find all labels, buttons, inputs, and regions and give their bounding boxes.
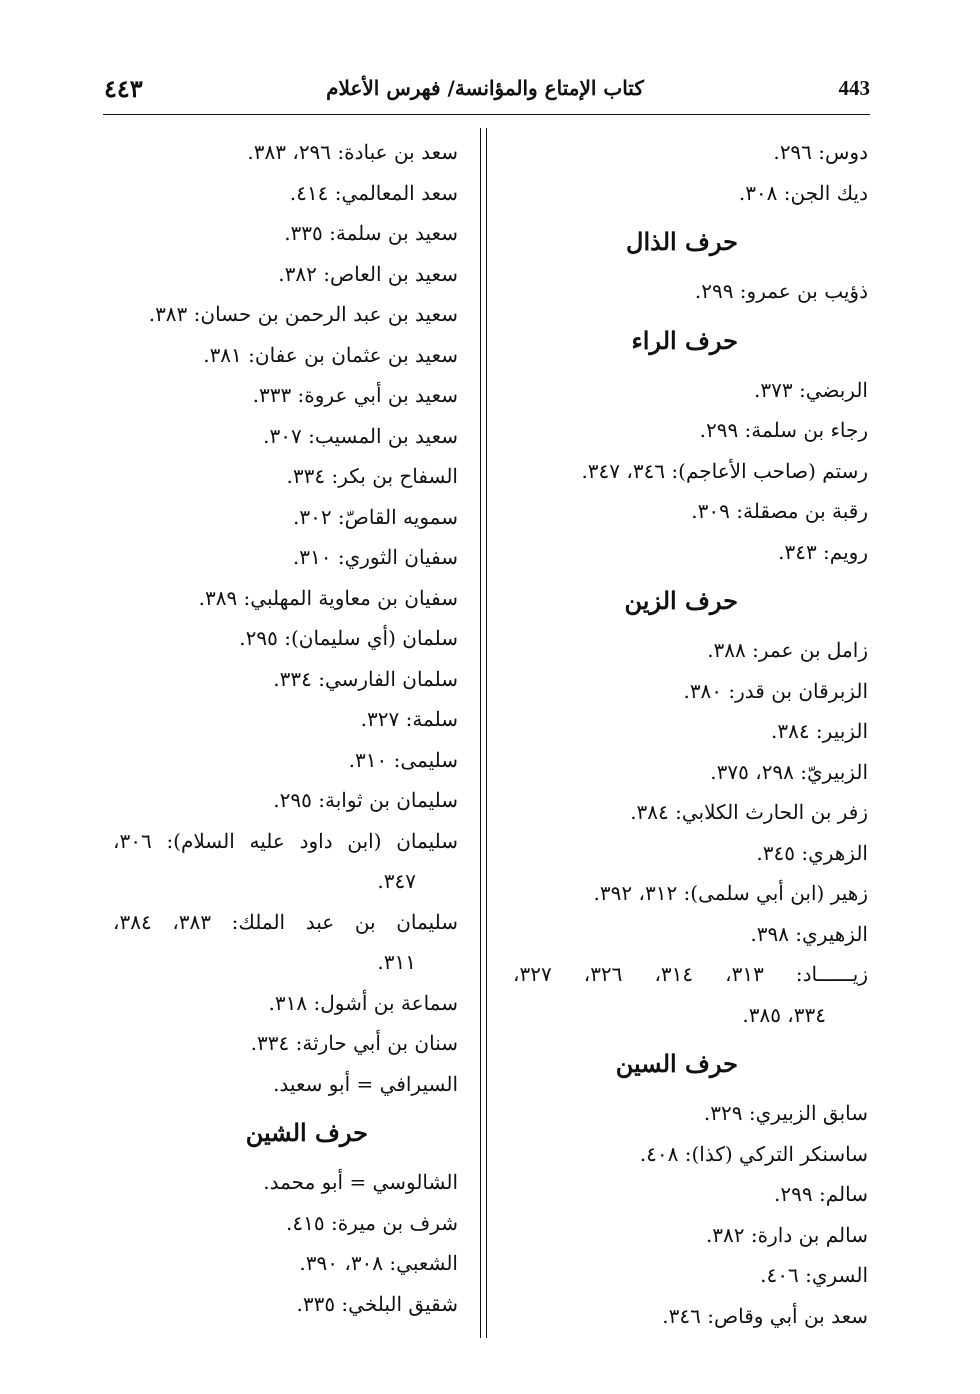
index-entry: سعيد بن أبي عروة: ٣٣٣. bbox=[252, 383, 458, 407]
index-entry: سعد بن أبي وقاص: ٣٤٦. bbox=[662, 1303, 868, 1328]
letter-section-heading: حرف السين bbox=[615, 1049, 738, 1078]
index-column-left bbox=[113, 132, 458, 1324]
index-entry: سعيد بن عبد الرحمن بن حسان: ٣٨٣. bbox=[148, 302, 458, 326]
letter-section-heading: حرف الذال bbox=[626, 227, 738, 256]
index-entry: سالم: ٢٩٩. bbox=[774, 1182, 868, 1206]
index-entry: رستم (صاحب الأعاجم): ٣٤٦، ٣٤٧. bbox=[581, 458, 868, 483]
index-entry: دوس: ٢٩٦. bbox=[773, 140, 868, 164]
index-entry: سفيان الثوري: ٣١٠. bbox=[292, 545, 458, 569]
index-entry: سليمى: ٣١٠. bbox=[348, 747, 458, 772]
index-entry: الشعبي: ٣٠٨، ٣٩٠. bbox=[299, 1251, 458, 1275]
page-number-arabic: ٤٤٣ bbox=[104, 74, 143, 103]
index-entry: رويم: ٣٤٣. bbox=[778, 539, 868, 564]
index-entry: رجاء بن سلمة: ٢٩٩. bbox=[699, 418, 868, 442]
index-entry: زهير (ابن أبي سلمى): ٣١٢، ٣٩٢. bbox=[593, 881, 868, 905]
index-entry: سلمان الفارسي: ٣٣٤. bbox=[273, 666, 458, 691]
index-entry: سابق الزبيري: ٣٢٩. bbox=[703, 1101, 868, 1125]
index-entry: سعيد بن العاص: ٣٨٢. bbox=[278, 261, 458, 286]
index-entry: الزبير: ٣٨٤. bbox=[770, 719, 868, 743]
index-entry-continuation: ٣٣٤، ٣٨٥. bbox=[742, 1002, 826, 1027]
index-entry: ساسنكر التركي (كذا): ٤٠٨. bbox=[639, 1141, 868, 1166]
index-entry: الزبرقان بن قدر: ٣٨٠. bbox=[683, 678, 868, 703]
index-entry: سعد بن عبادة: ٢٩٦، ٣٨٣. bbox=[247, 140, 458, 164]
index-entry: سنان بن أبي حارثة: ٣٣٤. bbox=[250, 1031, 458, 1055]
index-entry: سفيان بن معاوية المهلبي: ٣٨٩. bbox=[198, 585, 458, 610]
index-entry: ديك الجن: ٣٠٨. bbox=[738, 180, 868, 205]
header-rule bbox=[103, 114, 870, 115]
index-entry: شرف بن ميرة: ٤١٥. bbox=[286, 1210, 458, 1235]
index-entry: ذؤيب بن عمرو: ٢٩٩. bbox=[694, 279, 868, 303]
index-entry: سليمان (ابن داود عليه السلام): ٣٠٦، bbox=[113, 828, 458, 853]
running-title: كتاب الإمتاع والمؤانسة/ فهرس الأعلام bbox=[326, 76, 644, 100]
index-entry: سعيد بن عثمان بن عفان: ٣٨١. bbox=[203, 342, 458, 367]
index-entry-continuation: ٣٤٧. bbox=[377, 869, 416, 893]
letter-section-heading: حرف الزين bbox=[624, 586, 738, 615]
index-entry: السيرافي = أبو سعيد. bbox=[273, 1071, 458, 1096]
index-entry: رقبة بن مصقلة: ٣٠٩. bbox=[691, 499, 868, 523]
index-entry: سليمان بن ثوابة: ٢٩٥. bbox=[273, 788, 458, 812]
index-entry: سلمان (أي سليمان): ٢٩٥. bbox=[239, 626, 458, 650]
index-entry: الشالوسي = أبو محمد. bbox=[263, 1170, 458, 1194]
index-entry: الزهري: ٣٤٥. bbox=[756, 840, 868, 865]
page-number-latin: 443 bbox=[838, 76, 870, 100]
column-divider bbox=[480, 128, 487, 1338]
index-entry: سليمان بن عبد الملك: ٣٨٣، ٣٨٤، bbox=[113, 909, 459, 934]
index-entry-continuation: ٣١١. bbox=[377, 950, 416, 974]
index-entry: الزبيريّ: ٢٩٨، ٣٧٥. bbox=[710, 759, 868, 784]
index-entry: السفاح بن بكر: ٣٣٤. bbox=[286, 464, 458, 488]
index-column-right bbox=[513, 132, 868, 1336]
index-entry: السري: ٤٠٦. bbox=[760, 1263, 868, 1287]
index-entry: سماعة بن أشول: ٣١٨. bbox=[268, 990, 458, 1015]
index-entry: سلمة: ٣٢٧. bbox=[360, 707, 458, 731]
index-entry: سالم بن دارة: ٣٨٢. bbox=[705, 1222, 868, 1247]
index-entry: سمويه القاصّ: ٣٠٢. bbox=[292, 504, 458, 529]
index-entry: الربضي: ٣٧٣. bbox=[754, 377, 868, 402]
letter-section-heading: حرف الراء bbox=[631, 325, 738, 355]
index-entry: زفر بن الحارث الكلابي: ٣٨٤. bbox=[630, 800, 868, 824]
index-entry: شقيق البلخي: ٣٣٥. bbox=[296, 1291, 458, 1316]
letter-section-heading: حرف الشين bbox=[245, 1118, 368, 1147]
index-entry: سعيد بن سلمة: ٣٣٥. bbox=[284, 221, 458, 245]
index-entry: الزهيري: ٣٩٨. bbox=[750, 921, 868, 946]
index-entry: زامل بن عمر: ٣٨٨. bbox=[707, 638, 868, 662]
index-entry: زيــــــاد: ٣١٣، ٣١٤، ٣٢٦، ٣٢٧، bbox=[513, 962, 869, 986]
index-entry: سعد المعالمي: ٤١٤. bbox=[289, 180, 458, 205]
index-entry: سعيد بن المسيب: ٣٠٧. bbox=[263, 423, 458, 448]
page-header bbox=[100, 70, 870, 110]
